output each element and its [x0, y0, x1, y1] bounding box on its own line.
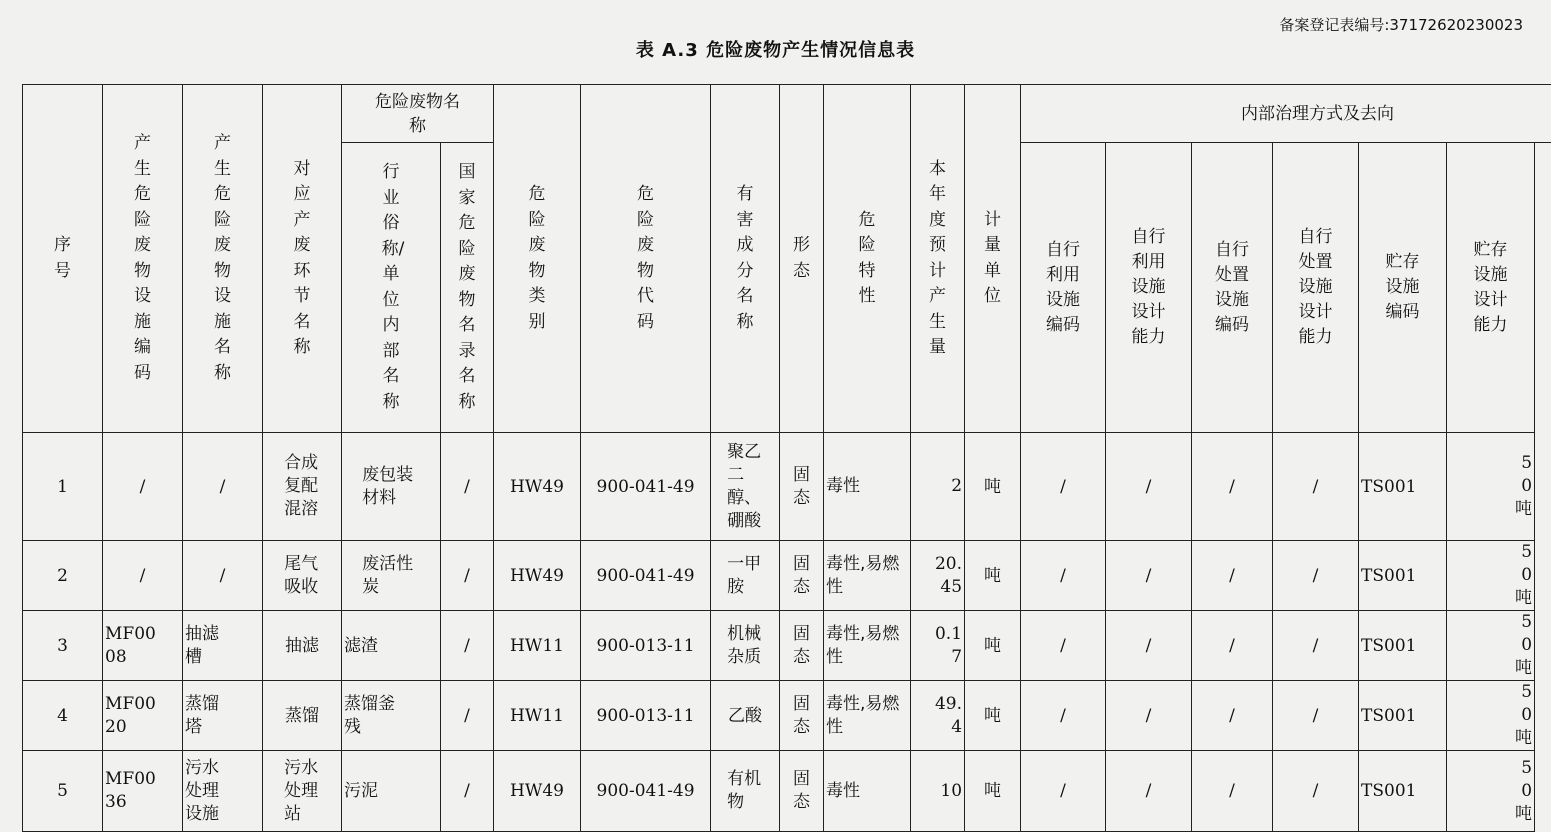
cell-self-dispose-code: /: [1192, 681, 1273, 751]
cell-storage-cap: 50吨: [1447, 433, 1535, 541]
cell-unit: 吨: [965, 751, 1021, 832]
cell-amount: 20.45: [911, 541, 965, 611]
cell-code: 900-041-49: [581, 541, 711, 611]
cell-self-use-cap: /: [1106, 541, 1192, 611]
cell-self-use-cap: /: [1106, 681, 1192, 751]
table-row: [23, 433, 1551, 541]
table-title: 表 A.3 危险废物产生情况信息表: [0, 36, 1551, 62]
cell-form: 固态: [780, 541, 824, 611]
cell-amount: 49.4: [911, 681, 965, 751]
hazardous-waste-table: [22, 84, 1551, 832]
table-row: [23, 541, 1551, 611]
cell-seq: 3: [23, 611, 103, 681]
cell-self-dispose-cap: /: [1273, 751, 1359, 832]
cell-self-dispose-code: /: [1192, 433, 1273, 541]
header-storage-cap: 贮存设施设计能力: [1447, 143, 1535, 433]
cell-common-name: 滤渣: [342, 611, 441, 681]
cell-storage-code: TS001: [1359, 681, 1447, 751]
cell-form: 固态: [780, 433, 824, 541]
cell-national-name: /: [441, 611, 494, 681]
cell-category: HW11: [494, 611, 581, 681]
header-facility-code: 产生危险废物设施编码: [103, 85, 183, 433]
cell-process: 抽滤: [263, 611, 342, 681]
cell-unit: 吨: [965, 611, 1021, 681]
header-process: 对应产废环节名称: [263, 85, 342, 433]
cell-facility-name: 抽滤槽: [183, 611, 263, 681]
cell-storage-code: TS001: [1359, 611, 1447, 681]
cell-facility-code: MF0020: [103, 681, 183, 751]
header-storage-code: 贮存设施编码: [1359, 143, 1447, 433]
cell-process: 污水处理站: [263, 751, 342, 832]
cell-national-name: /: [441, 751, 494, 832]
cell-facility-name: 蒸馏塔: [183, 681, 263, 751]
cell-process: 合成复配混溶: [263, 433, 342, 541]
header-common-name: 行业俗称/单位内部名称: [342, 143, 441, 433]
header-national-name: 国家危险废物名录名称: [441, 143, 494, 433]
cell-self-dispose-cap: /: [1273, 541, 1359, 611]
table-row: [23, 751, 1551, 832]
cell-national-name: /: [441, 433, 494, 541]
cell-unit: 吨: [965, 433, 1021, 541]
cell-self-dispose-cap: /: [1273, 433, 1359, 541]
cell-process: 尾气吸收: [263, 541, 342, 611]
cell-category: HW49: [494, 541, 581, 611]
cell-storage-cap: 50吨: [1447, 611, 1535, 681]
cell-harmful: 机械杂质: [711, 611, 780, 681]
header-harmful: 有害成分名称: [711, 85, 780, 433]
cell-form: 固态: [780, 751, 824, 832]
cell-form: 固态: [780, 681, 824, 751]
table-row: [23, 611, 1551, 681]
cell-common-name: 废包装材料: [342, 433, 441, 541]
cell-common-name: 蒸馏釜残: [342, 681, 441, 751]
header-waste-name-group: 危险废物名称: [342, 85, 494, 143]
cell-self-use-cap: /: [1106, 433, 1192, 541]
cell-code: 900-041-49: [581, 751, 711, 832]
registration-number: 备案登记表编号:37172620230023: [1279, 14, 1523, 35]
header-code: 危险废物代码: [581, 85, 711, 433]
header-amount: 本年度预计产生量: [911, 85, 965, 433]
cell-facility-name: 污水处理设施: [183, 751, 263, 832]
cell-self-dispose-cap: /: [1273, 681, 1359, 751]
cell-self-dispose-code: /: [1192, 611, 1273, 681]
cell-self-dispose-cap: /: [1273, 611, 1359, 681]
cell-self-use-cap: /: [1106, 751, 1192, 832]
cell-self-dispose-code: /: [1192, 751, 1273, 832]
cell-amount: 2: [911, 433, 965, 541]
cell-harmful: 一甲胺: [711, 541, 780, 611]
cell-facility-code: /: [103, 433, 183, 541]
header-self-dispose-code: 自行处置设施编码: [1192, 143, 1273, 433]
cell-national-name: /: [441, 541, 494, 611]
cell-category: HW49: [494, 433, 581, 541]
cell-seq: 1: [23, 433, 103, 541]
cell-self-use-cap: /: [1106, 611, 1192, 681]
cell-hazard: 毒性,易燃性: [824, 611, 911, 681]
cell-harmful: 乙酸: [711, 681, 780, 751]
cell-storage-cap: 50吨: [1447, 681, 1535, 751]
header-form: 形态: [780, 85, 824, 433]
cell-self-use-code: /: [1021, 751, 1106, 832]
cell-storage-code: TS001: [1359, 541, 1447, 611]
cell-facility-name: /: [183, 541, 263, 611]
cell-storage-code: TS001: [1359, 751, 1447, 832]
cell-harmful: 有机物: [711, 751, 780, 832]
header-seq: 序号: [23, 85, 103, 433]
header-row-1: [23, 85, 1551, 143]
cell-national-name: /: [441, 681, 494, 751]
cell-hazard: 毒性,易燃性: [824, 541, 911, 611]
header-facility-name: 产生危险废物设施名称: [183, 85, 263, 433]
cell-harmful: 聚乙二醇、硼酸: [711, 433, 780, 541]
cell-storage-cap: 50吨: [1447, 541, 1535, 611]
cell-self-use-code: /: [1021, 611, 1106, 681]
cell-code: 900-013-11: [581, 681, 711, 751]
cell-hazard: 毒性,易燃性: [824, 681, 911, 751]
cell-hazard: 毒性: [824, 751, 911, 832]
header-self-dispose-cap: 自行处置设施设计能力: [1273, 143, 1359, 433]
header-unit: 计量单位: [965, 85, 1021, 433]
cell-storage-cap: 50吨: [1447, 751, 1535, 832]
cell-category: HW49: [494, 751, 581, 832]
cell-amount: 10: [911, 751, 965, 832]
cell-self-use-code: /: [1021, 433, 1106, 541]
header-self-use-cap: 自行利用设施设计能力: [1106, 143, 1192, 433]
cell-code: 900-013-11: [581, 611, 711, 681]
cell-facility-code: /: [103, 541, 183, 611]
cell-unit: 吨: [965, 681, 1021, 751]
cell-hazard: 毒性: [824, 433, 911, 541]
cell-category: HW11: [494, 681, 581, 751]
cell-amount: 0.17: [911, 611, 965, 681]
header-category: 危险废物类别: [494, 85, 581, 433]
cell-seq: 2: [23, 541, 103, 611]
cell-form: 固态: [780, 611, 824, 681]
cell-storage-code: TS001: [1359, 433, 1447, 541]
header-self-use-code: 自行利用设施编码: [1021, 143, 1106, 433]
cell-self-dispose-code: /: [1192, 541, 1273, 611]
cell-facility-name: /: [183, 433, 263, 541]
cell-self-use-code: /: [1021, 541, 1106, 611]
cell-seq: 4: [23, 681, 103, 751]
cell-common-name: 污泥: [342, 751, 441, 832]
cell-self-use-code: /: [1021, 681, 1106, 751]
header-hazard: 危险特性: [824, 85, 911, 433]
header-internal-group: 内部治理方式及去向: [1021, 85, 1551, 143]
cell-facility-code: MF0008: [103, 611, 183, 681]
cell-facility-code: MF0036: [103, 751, 183, 832]
cell-seq: 5: [23, 751, 103, 832]
cell-process: 蒸馏: [263, 681, 342, 751]
cell-common-name: 废活性炭: [342, 541, 441, 611]
cell-code: 900-041-49: [581, 433, 711, 541]
table-row: [23, 681, 1551, 751]
cell-unit: 吨: [965, 541, 1021, 611]
